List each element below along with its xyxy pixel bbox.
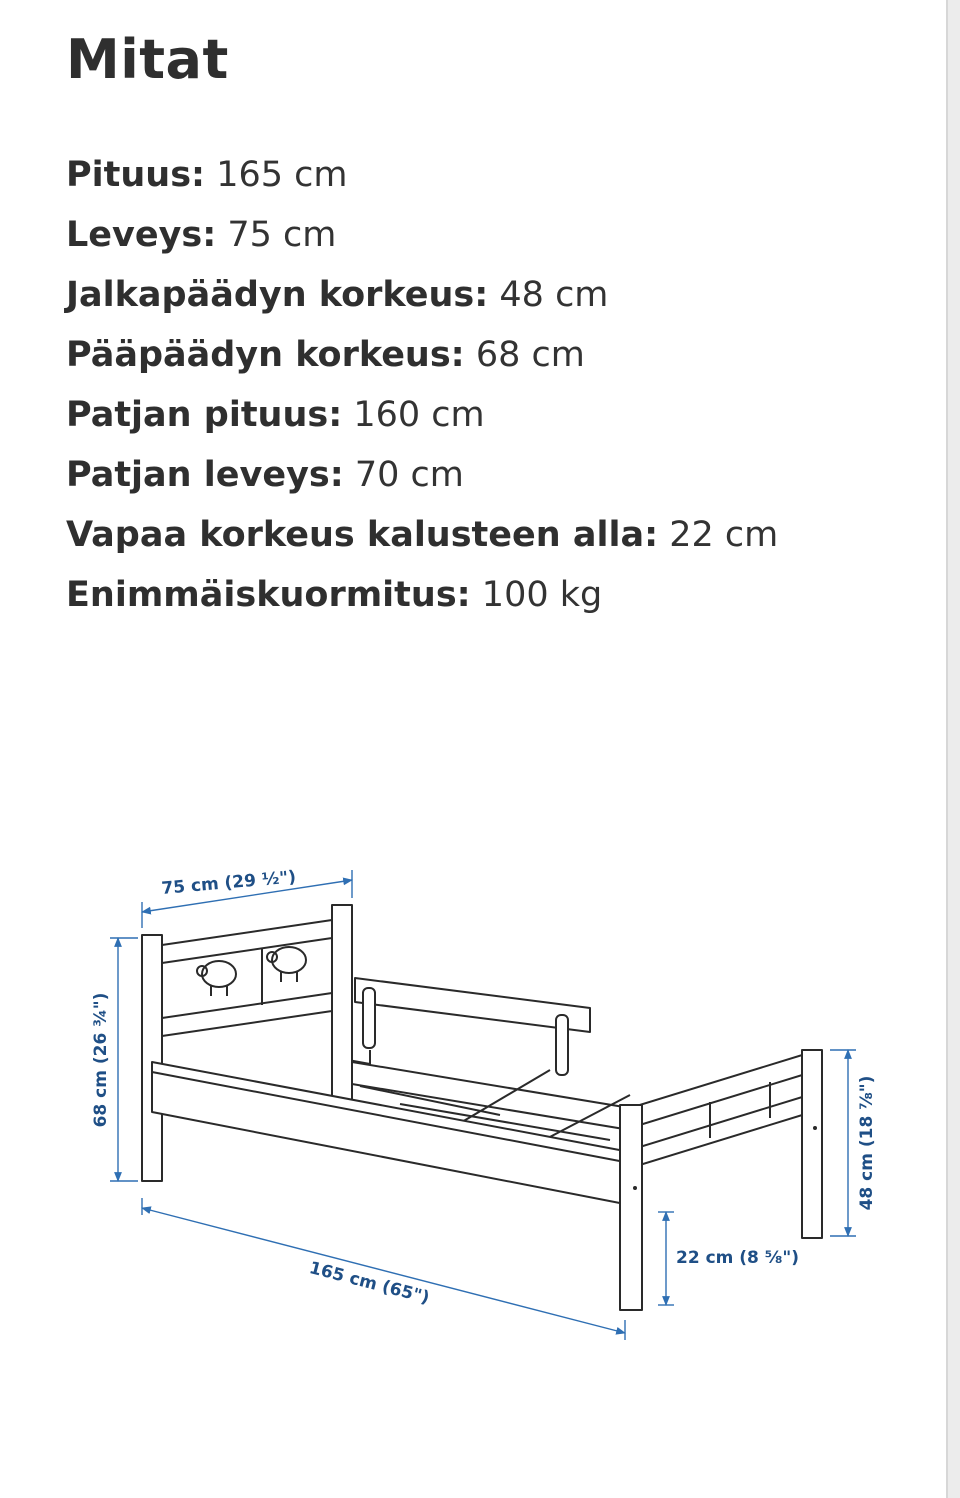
footboard bbox=[620, 1050, 822, 1310]
sheep-icon bbox=[197, 961, 236, 996]
dimension-label: Vapaa korkeus kalusteen alla: bbox=[66, 515, 659, 555]
dimension-row-width bbox=[66, 212, 778, 272]
dimension-value: 165 cm bbox=[216, 155, 348, 195]
dimension-row-mattress-length bbox=[66, 392, 778, 452]
clearance-label: 22 cm (8 ⅝") bbox=[676, 1248, 800, 1268]
page-title: Mitat bbox=[66, 28, 229, 91]
dimension-value: 75 cm bbox=[227, 215, 337, 255]
dimension-row-headboard-height bbox=[66, 332, 778, 392]
dimension-row-length bbox=[66, 152, 778, 212]
width-dimension bbox=[142, 867, 352, 928]
dimension-row-clearance bbox=[66, 512, 778, 572]
dimension-label: Pituus: bbox=[66, 155, 206, 195]
dimension-label: Enimmäiskuormitus: bbox=[66, 575, 471, 615]
footboard-height-label: 48 cm (18 ⅞") bbox=[857, 1075, 877, 1211]
guard-rail-bracket bbox=[363, 988, 375, 1048]
dimension-value: 70 cm bbox=[354, 455, 464, 495]
dimension-label: Patjan leveys: bbox=[66, 455, 344, 495]
width-label: 75 cm (29 ½") bbox=[160, 867, 297, 899]
dimension-value: 68 cm bbox=[475, 335, 585, 375]
dimension-value: 100 kg bbox=[481, 575, 603, 615]
dimension-label: Leveys: bbox=[66, 215, 217, 255]
bed-dimension-diagram bbox=[70, 850, 890, 1360]
dimension-label: Patjan pituus: bbox=[66, 395, 343, 435]
dimension-value: 48 cm bbox=[499, 275, 609, 315]
dimension-label: Pääpäädyn korkeus: bbox=[66, 335, 465, 375]
dimension-label: Jalkapäädyn korkeus: bbox=[66, 275, 489, 315]
dimension-value: 160 cm bbox=[353, 395, 485, 435]
length-label: 165 cm (65") bbox=[307, 1258, 432, 1309]
clearance-dimension bbox=[658, 1212, 799, 1305]
guard-rail bbox=[355, 978, 590, 1032]
sheep-icon bbox=[267, 947, 306, 982]
scrollbar-edge bbox=[946, 0, 948, 1498]
dimension-row-mattress-width bbox=[66, 452, 778, 512]
guard-rail-bracket bbox=[556, 1015, 568, 1075]
footboard-height-dimension bbox=[830, 1050, 877, 1236]
dimension-list bbox=[66, 152, 778, 632]
dimension-row-max-load bbox=[66, 572, 778, 632]
scrollbar[interactable] bbox=[946, 0, 960, 1498]
dimension-value: 22 cm bbox=[669, 515, 779, 555]
headboard-height-dimension bbox=[91, 938, 138, 1181]
dimension-row-footboard-height bbox=[66, 272, 778, 332]
length-dimension bbox=[142, 1198, 625, 1340]
headboard-height-label: 68 cm (26 ¾") bbox=[91, 992, 111, 1128]
